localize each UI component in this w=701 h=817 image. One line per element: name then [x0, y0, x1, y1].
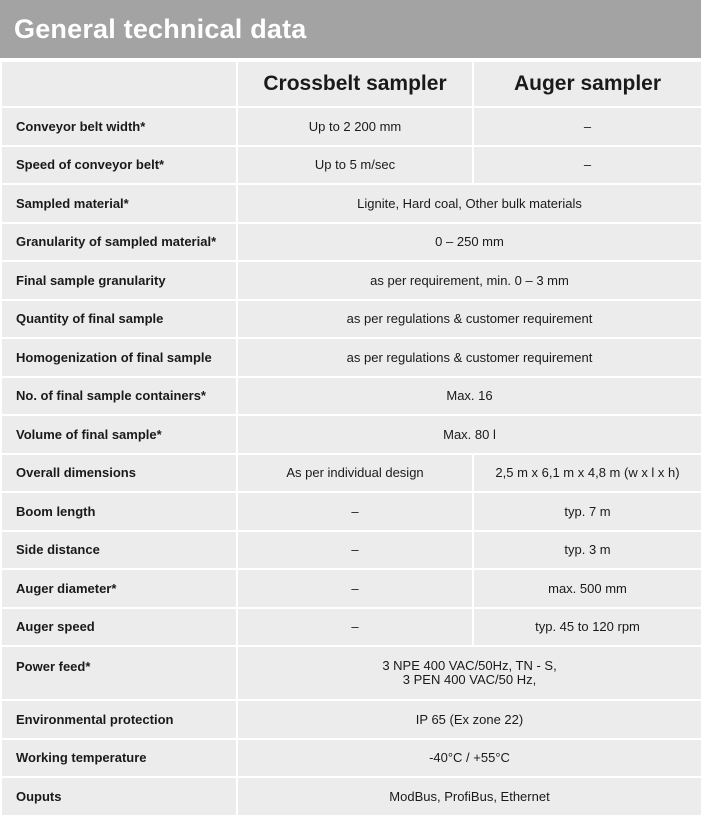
- page-title: General technical data: [14, 14, 307, 44]
- row-label: Sampled material*: [1, 184, 237, 223]
- row-label: Quantity of final sample: [1, 300, 237, 339]
- row-label: Auger speed: [1, 608, 237, 647]
- auger-value: typ. 3 m: [473, 531, 701, 570]
- auger-value: typ. 45 to 120 rpm: [473, 608, 701, 647]
- crossbelt-value: As per individual design: [237, 454, 473, 493]
- shared-value: IP 65 (Ex zone 22): [237, 700, 701, 739]
- table-row: [1, 184, 701, 223]
- row-label: Auger diameter*: [1, 569, 237, 608]
- row-label: Volume of final sample*: [1, 415, 237, 454]
- technical-data-table: [0, 60, 701, 817]
- table-row: [1, 146, 701, 185]
- table-row: [1, 338, 701, 377]
- row-label: Power feed*: [1, 646, 237, 700]
- crossbelt-value: –: [237, 531, 473, 570]
- shared-value: as per regulations & customer requirement: [237, 338, 701, 377]
- row-label: Environmental protection: [1, 700, 237, 739]
- auger-value: –: [473, 107, 701, 146]
- table-row: [1, 223, 701, 262]
- table-row: [1, 377, 701, 416]
- header-crossbelt-sampler: Crossbelt sampler: [237, 61, 473, 107]
- table-row: [1, 569, 701, 608]
- shared-value: [237, 646, 701, 700]
- power-feed-line-2: 3 PEN 400 VAC/50 Hz,: [402, 672, 537, 687]
- auger-value: typ. 7 m: [473, 492, 701, 531]
- table-row: [1, 492, 701, 531]
- table-row: [1, 646, 701, 700]
- table-row: [1, 300, 701, 339]
- table-row: [1, 531, 701, 570]
- shared-value: Max. 16: [237, 377, 701, 416]
- table-row: [1, 700, 701, 739]
- crossbelt-value: –: [237, 608, 473, 647]
- row-label: No. of final sample containers*: [1, 377, 237, 416]
- shared-value: -40°C / +55°C: [237, 739, 701, 778]
- shared-value: Lignite, Hard coal, Other bulk materials: [237, 184, 701, 223]
- header-auger-sampler: Auger sampler: [473, 61, 701, 107]
- crossbelt-value: –: [237, 492, 473, 531]
- table-row: [1, 415, 701, 454]
- auger-value: 2,5 m x 6,1 m x 4,8 m (w x l x h): [473, 454, 701, 493]
- row-label: Conveyor belt width*: [1, 107, 237, 146]
- header-row: [1, 61, 701, 107]
- table-row: [1, 107, 701, 146]
- row-label: Working temperature: [1, 739, 237, 778]
- crossbelt-value: –: [237, 569, 473, 608]
- table-row: [1, 454, 701, 493]
- row-label: Homogenization of final sample: [1, 338, 237, 377]
- shared-value: as per regulations & customer requirement: [237, 300, 701, 339]
- shared-value: 0 – 250 mm: [237, 223, 701, 262]
- row-label: Side distance: [1, 531, 237, 570]
- power-feed-line-1: 3 NPE 400 VAC/50Hz, TN - S,: [382, 658, 557, 673]
- shared-value: as per requirement, min. 0 – 3 mm: [237, 261, 701, 300]
- row-label: Granularity of sampled material*: [1, 223, 237, 262]
- auger-value: –: [473, 146, 701, 185]
- row-label: Boom length: [1, 492, 237, 531]
- shared-value: ModBus, ProfiBus, Ethernet: [237, 777, 701, 816]
- crossbelt-value: Up to 2 200 mm: [237, 107, 473, 146]
- table-row: [1, 608, 701, 647]
- table-row: [1, 739, 701, 778]
- title-bar: [0, 0, 701, 60]
- header-blank-cell: [1, 61, 237, 107]
- row-label: Final sample granularity: [1, 261, 237, 300]
- table-row: [1, 777, 701, 816]
- row-label: Overall dimensions: [1, 454, 237, 493]
- crossbelt-value: Up to 5 m/sec: [237, 146, 473, 185]
- auger-value: max. 500 mm: [473, 569, 701, 608]
- row-label: Ouputs: [1, 777, 237, 816]
- shared-value: Max. 80 l: [237, 415, 701, 454]
- table-row: [1, 261, 701, 300]
- row-label: Speed of conveyor belt*: [1, 146, 237, 185]
